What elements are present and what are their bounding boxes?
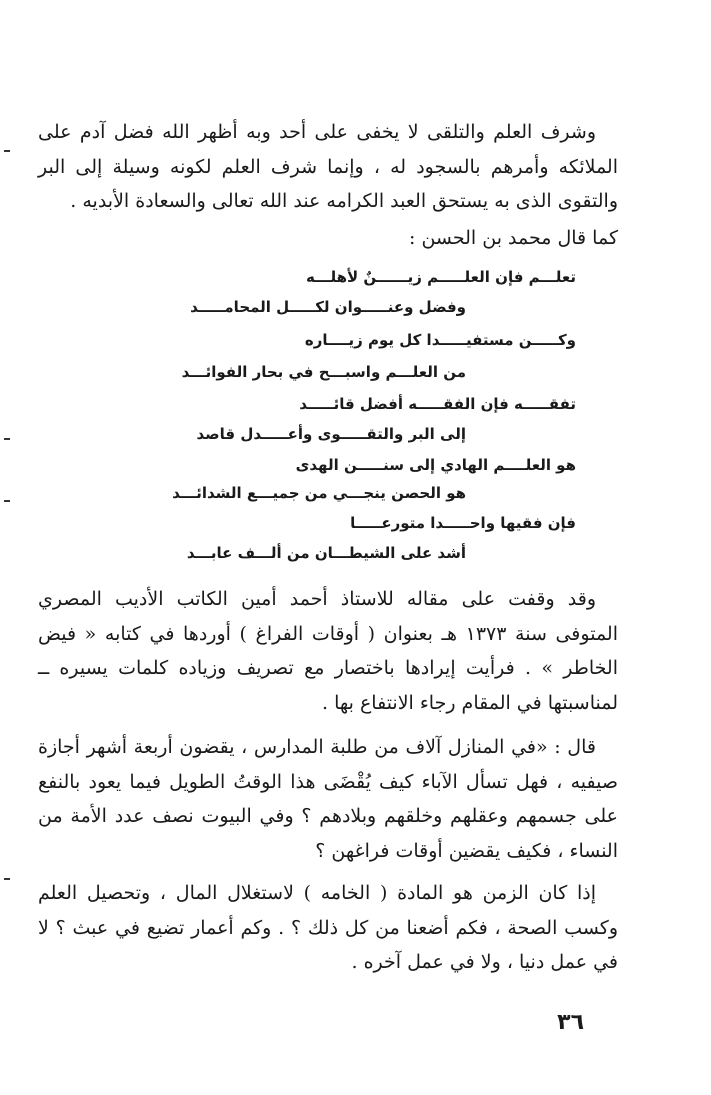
- verse-line: فإن فقيها واحـــــدا متورعـــــا: [350, 514, 576, 532]
- verse-line: هو الحصن ينجـــي من جميـــع الشدائـــد: [172, 484, 466, 502]
- paragraph-quote-summer-vacation: قال : «في المنازل آلاف من طلبة المدارس ، يقضون أربعة أشهر أجازة صيفيه ، فهل تسأل الآباء كيف يُقْضَى هذا الوقتُ الطويل فيما يعود بالنفع على جسمهم وعقلهم وخلقهم وبلادهم ؟ وفي البيوت نصف عدد الأمة من النساء ، فكيف يقضين أوقات فراغهن ؟: [38, 736, 618, 862]
- verse-line: وكـــــن مستفيـــــدا كل يوم زيــــاره: [304, 331, 576, 349]
- verse-line: تعلـــم فإن العلـــــم زيــــــنٌ لأهلـــه: [306, 268, 576, 286]
- margin-mark: [4, 150, 10, 152]
- paragraph-time-as-resource: إذا كان الزمن هو المادة ( الخامه ) لاستغلال المال ، وتحصيل العلم وكسب الصحة ، فكم أضعنا من كل ذلك ؟ . وكم أعمار تضيع في عبث ؟ لا في عمل دنيا ، ولا في عمل آخره .: [38, 882, 618, 973]
- verse-line: أشد على الشيطـــان من ألـــف عابـــد: [186, 544, 466, 562]
- verse-intro: كما قال محمد بن الحسن :: [409, 227, 618, 249]
- page-number: ٣٦: [557, 1010, 584, 1035]
- verse-line: وفضل وعنـــــوان لكـــــل المحامـــــد: [190, 298, 466, 316]
- paragraph-ahmad-amin-article: وقد وقفت على مقاله للاستاذ أحمد أمين الكاتب الأديب المصري المتوفى سنة ١٣٧٣ هـ بعنوان ( أوقات الفراغ ) أوردها في كتابه « فيض الخاطر » . فرأيت إيرادها باختصار مع تصريف وزياده كلمات يسيره ــ لمناسبتها في المقام رجاء الانتفاع بها .: [38, 588, 618, 714]
- verse-line: هو العلــــم الهادي إلى سنـــــن الهدى: [295, 456, 576, 474]
- verse-line: إلى البر والتقـــــوى وأعـــــدل قاصد: [196, 425, 466, 443]
- verse-line: تفقـــــه فإن الفقـــــه أفضل قائـــــد: [299, 395, 576, 413]
- margin-mark: [4, 500, 10, 502]
- verse-line: من العلـــم واسبـــح في بحار الفوائـــد: [181, 363, 466, 381]
- margin-mark: [4, 438, 10, 440]
- paragraph-virtue-of-knowledge: وشرف العلم والتلقى لا يخفى على أحد وبه أظهر الله فضل آدم على الملائكه وأمرهم بالسجود له ، وإنما شرف العلم لكونه وسيلة إلى البر والتقوى الذى به يستحق العبد الكرامه عند الله تعالى والسعادة الأبديه .: [38, 121, 618, 212]
- margin-mark: [4, 878, 10, 880]
